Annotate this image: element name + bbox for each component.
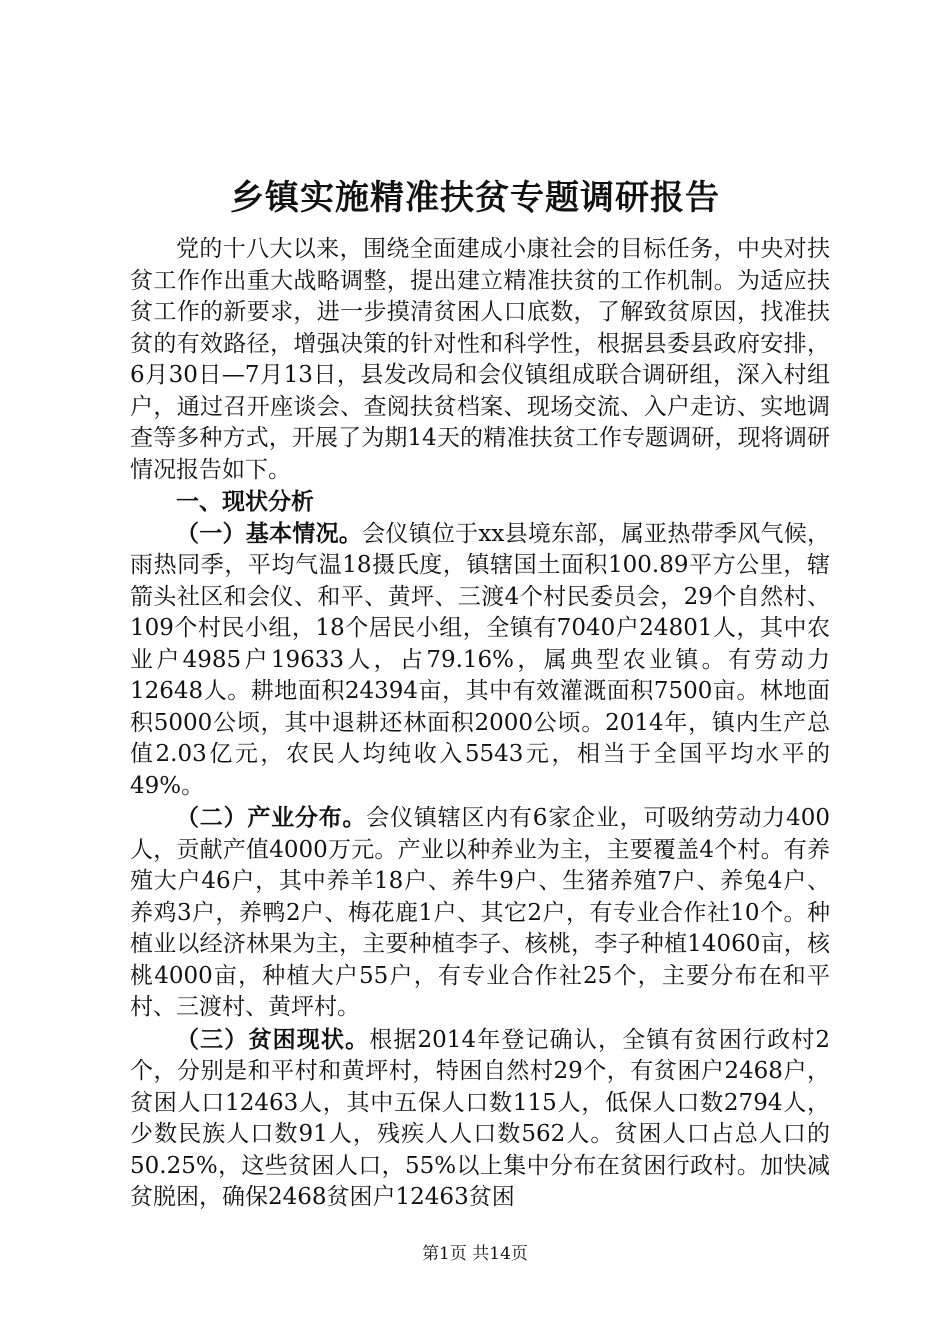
subsection-title: （二）产业分布。 bbox=[176, 804, 367, 831]
paragraph-text: 根据2014年登记确认，全镇有贫困行政村2个，分别是和平村和黄坪村，特困自然村29个，有贫困户2468户，贫困人口12463人，其中五保人口数115人，低保人口数2794人，少数民族人口数91人，残疾人人口数562人。贫困人口占总人口的50.25%，这些贫困人口，55%以上集中分布在贫困行政村。加快减贫脱困，确保2468贫困户12463贫困 bbox=[130, 1026, 831, 1210]
subsection-title: （一）基本情况。 bbox=[176, 519, 363, 547]
subsection-title: （三）贫困现状。 bbox=[176, 1025, 370, 1053]
paragraph-industry-distribution bbox=[130, 802, 830, 1024]
page-footer: 第1页 共14页 bbox=[422, 1244, 528, 1264]
intro-paragraph: 党的十八大以来，围绕全面建成小康社会的目标任务，中央对扶贫工作作出重大战略调整，提出建立精准扶贫的工作机制。为适应扶贫工作的新要求，进一步摸清贫困人口底数，了解致贫原因，找准扶贫的有效路径，增强决策的针对性和科学性，根据县委县政府安排，6月30日—7月13日，县发改局和会仪镇组成联合调研组，深入村组户，通过召开座谈会、查阅扶贫档案、现场交流、入户走访、实地调查等多种方式，开展了为期14天的精准扶贫工作专题调研，现将调研情况报告如下。 bbox=[130, 236, 830, 483]
document-title: 乡镇实施精准扶贫专题调研报告 bbox=[230, 178, 720, 218]
paragraph-text: 会仪镇位于xx县境东部，属亚热带季风气候，雨热同季，平均气温18摄氏度，镇辖国土面积100.89平方公里，辖箭头社区和会仪、和平、黄坪、三渡4个村民委员会，29个自然村、109个村民小组，18个居民小组，全镇有7040户24801人，其中农业户4985户19633人，占79.16%，属典型农业镇。有劳动力12648人。耕地面积24394亩，其中有效灌溉面积7500亩。林地面积5000公顷，其中退耕还林面积2000公顷。2014年，镇内生产总值2.03亿元，农民人均纯收入5543元，相当于全国平均水平的49%。 bbox=[130, 520, 830, 799]
document-body bbox=[130, 234, 830, 1214]
section-heading: 一、现状分析 bbox=[176, 488, 314, 515]
paragraph-basic-situation bbox=[130, 518, 830, 803]
paragraph-poverty-status bbox=[130, 1024, 830, 1214]
paragraph-text: 会仪镇辖区内有6家企业，可吸纳劳动力400人，贡献产值4000万元。产业以种养业为主，主要覆盖4个村。有养殖大户46户，其中养羊18户、养牛9户、生猪养殖7户、养兔4户、养鸡3户，养鸭2户、梅花鹿1户、其它2户，有专业合作社10个。种植业以经济林果为主，主要种植李子、核桃，李子种植14060亩，核桃4000亩，种植大户55户，有专业合作社25个，主要分布在和平村、三渡村、黄坪村。 bbox=[130, 805, 830, 1020]
